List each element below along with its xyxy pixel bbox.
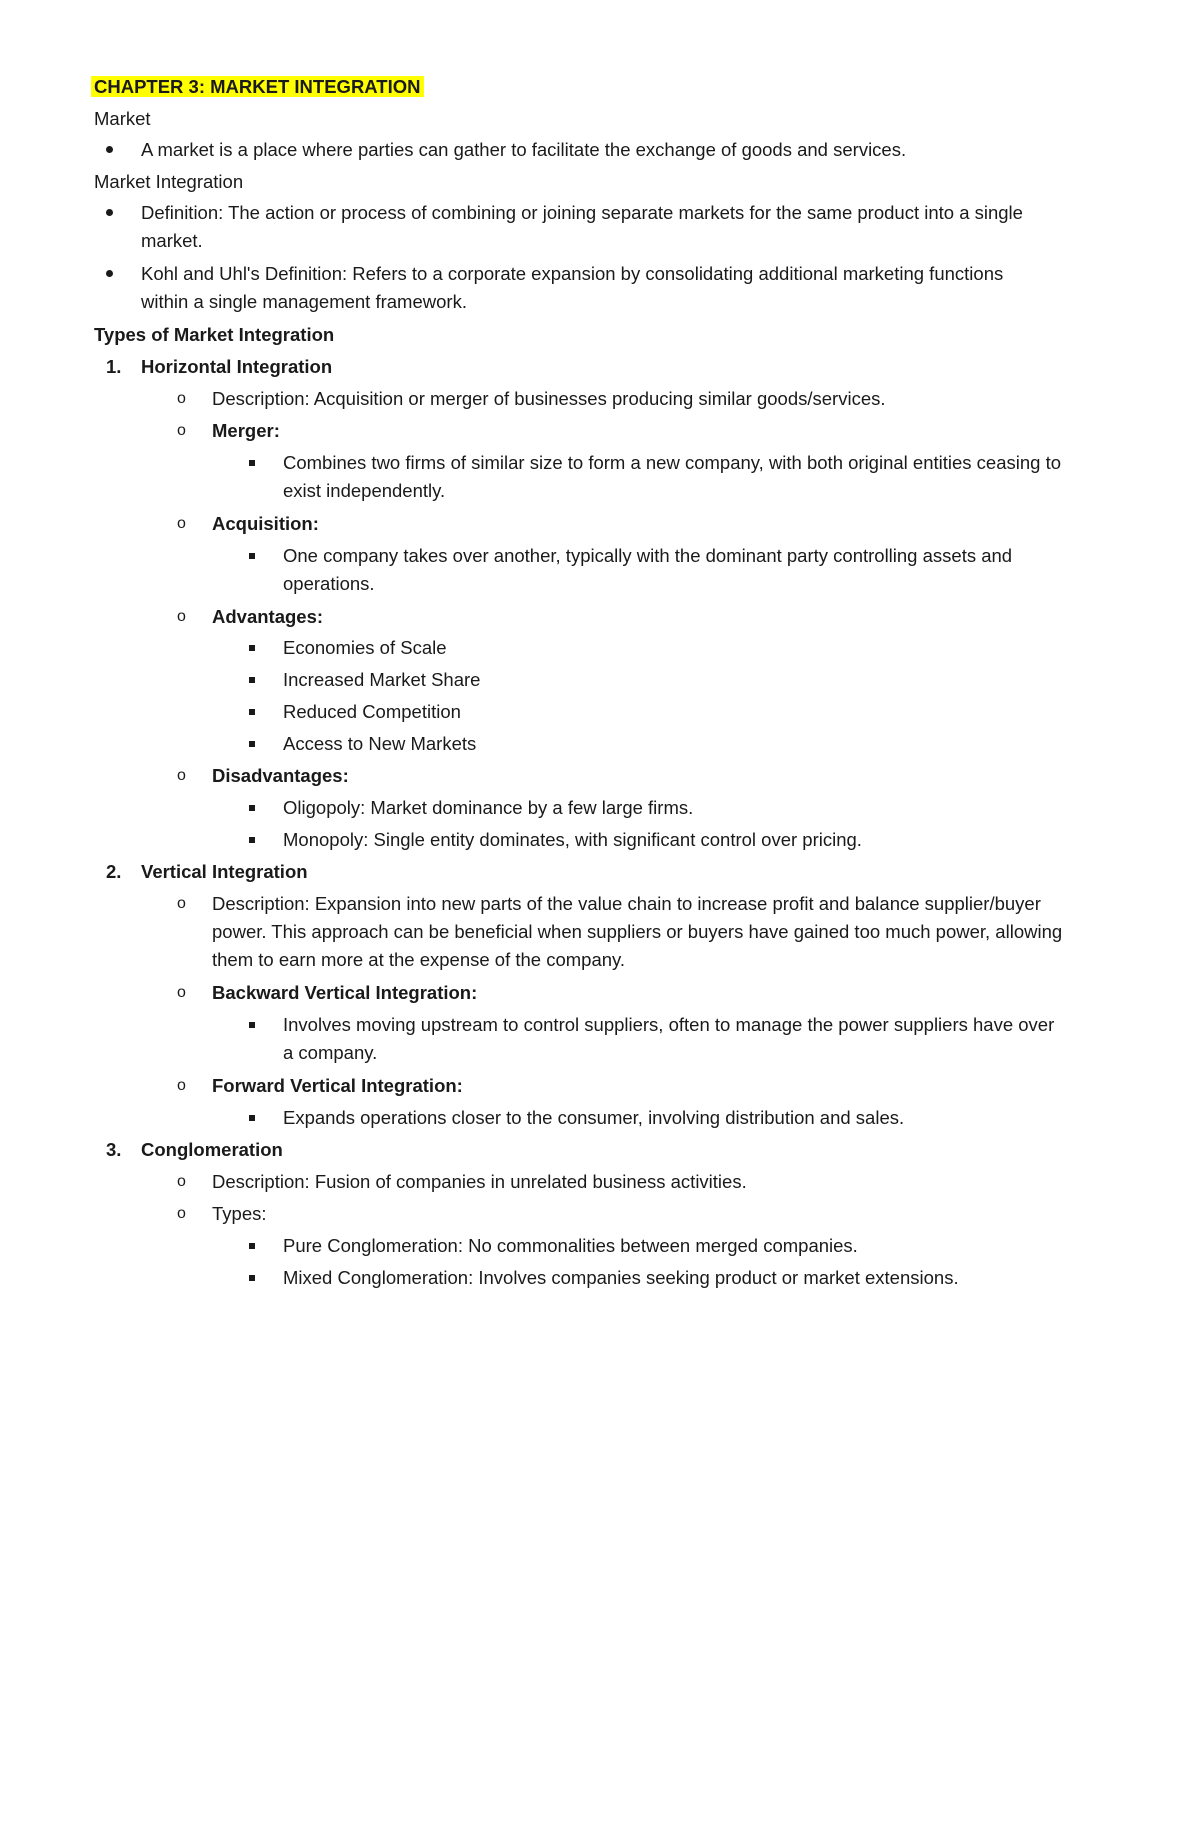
horizontal-title: Horizontal Integration	[141, 356, 333, 377]
mi-kohl-line-1: Kohl and Uhl's Definition: Refers to a corporate expansion by consolidating additional marketing functions	[141, 263, 1004, 284]
backward-line-2: a company.	[283, 1042, 378, 1063]
circle-bullet-icon: o	[177, 390, 186, 407]
acquisition-line-2: operations.	[283, 573, 375, 594]
square-bullet-icon	[249, 741, 255, 747]
vertical-desc-line-2: power. This approach can be beneficial when suppliers or buyers have gained too much power, allowing	[212, 921, 1063, 942]
list-number: 1.	[106, 356, 122, 377]
circle-bullet-icon: o	[177, 422, 186, 439]
disadvantages-label: Disadvantages:	[212, 765, 349, 786]
chapter-title-highlight: CHAPTER 3: MARKET INTEGRATION	[91, 76, 424, 97]
circle-bullet-icon: o	[177, 984, 186, 1001]
advantage-item: Access to New Markets	[283, 733, 477, 754]
square-bullet-icon	[249, 837, 255, 843]
vertical-title: Vertical Integration	[141, 861, 308, 882]
disadvantage-item: Oligopoly: Market dominance by a few large firms.	[283, 797, 694, 818]
market-integration-heading: Market Integration	[94, 171, 244, 192]
advantage-item: Economies of Scale	[283, 637, 447, 658]
merger-line-1: Combines two firms of similar size to form a new company, with both original entities ceasing to	[283, 452, 1062, 473]
types-heading: Types of Market Integration	[94, 324, 335, 345]
circle-bullet-icon: o	[177, 767, 186, 784]
bullet-dot-icon	[106, 146, 113, 153]
forward-label: Forward Vertical Integration:	[212, 1075, 463, 1096]
conglomeration-description: Description: Fusion of companies in unrelated business activities.	[212, 1171, 747, 1192]
conglomeration-type-item: Mixed Conglomeration: Involves companies seeking product or market extensions.	[283, 1267, 959, 1288]
circle-bullet-icon: o	[177, 515, 186, 532]
list-number: 2.	[106, 861, 122, 882]
conglomeration-types-label: Types:	[212, 1203, 267, 1224]
horizontal-description: Description: Acquisition or merger of businesses producing similar goods/services.	[212, 388, 886, 409]
circle-bullet-icon: o	[177, 895, 186, 912]
merger-line-2: exist independently.	[283, 480, 446, 501]
forward-line-1: Expands operations closer to the consumer, involving distribution and sales.	[283, 1107, 905, 1128]
square-bullet-icon	[249, 460, 255, 466]
market-bullet: A market is a place where parties can gather to facilitate the exchange of goods and services.	[141, 139, 907, 160]
square-bullet-icon	[249, 645, 255, 651]
list-number: 3.	[106, 1139, 122, 1160]
acquisition-label: Acquisition:	[212, 513, 319, 534]
square-bullet-icon	[249, 709, 255, 715]
conglomeration-title: Conglomeration	[141, 1139, 283, 1160]
square-bullet-icon	[249, 805, 255, 811]
bullet-dot-icon	[106, 209, 113, 216]
advantage-item: Reduced Competition	[283, 701, 461, 722]
square-bullet-icon	[249, 1275, 255, 1281]
square-bullet-icon	[249, 553, 255, 559]
circle-bullet-icon: o	[177, 1077, 186, 1094]
bullet-dot-icon	[106, 270, 113, 277]
mi-definition-line-2: market.	[141, 230, 203, 251]
advantages-label: Advantages:	[212, 606, 324, 627]
merger-label: Merger:	[212, 420, 280, 441]
backward-line-1: Involves moving upstream to control suppliers, often to manage the power suppliers have over	[283, 1014, 1055, 1035]
vertical-desc-line-1: Description: Expansion into new parts of the value chain to increase profit and balance supplier/buyer	[212, 893, 1041, 914]
circle-bullet-icon: o	[177, 1173, 186, 1190]
mi-kohl-line-2: within a single management framework.	[141, 291, 467, 312]
chapter-title	[91, 73, 424, 101]
mi-definition-line-1: Definition: The action or process of combining or joining separate markets for the same product into a single	[141, 202, 1023, 223]
square-bullet-icon	[249, 677, 255, 683]
square-bullet-icon	[249, 1115, 255, 1121]
market-heading: Market	[94, 108, 151, 129]
disadvantage-item: Monopoly: Single entity dominates, with significant control over pricing.	[283, 829, 862, 850]
square-bullet-icon	[249, 1243, 255, 1249]
backward-label: Backward Vertical Integration:	[212, 982, 478, 1003]
circle-bullet-icon: o	[177, 608, 186, 625]
conglomeration-type-item: Pure Conglomeration: No commonalities between merged companies.	[283, 1235, 858, 1256]
circle-bullet-icon: o	[177, 1205, 186, 1222]
acquisition-line-1: One company takes over another, typically with the dominant party controlling assets and	[283, 545, 1013, 566]
square-bullet-icon	[249, 1022, 255, 1028]
advantage-item: Increased Market Share	[283, 669, 481, 690]
vertical-desc-line-3: them to earn more at the expense of the company.	[212, 949, 626, 970]
